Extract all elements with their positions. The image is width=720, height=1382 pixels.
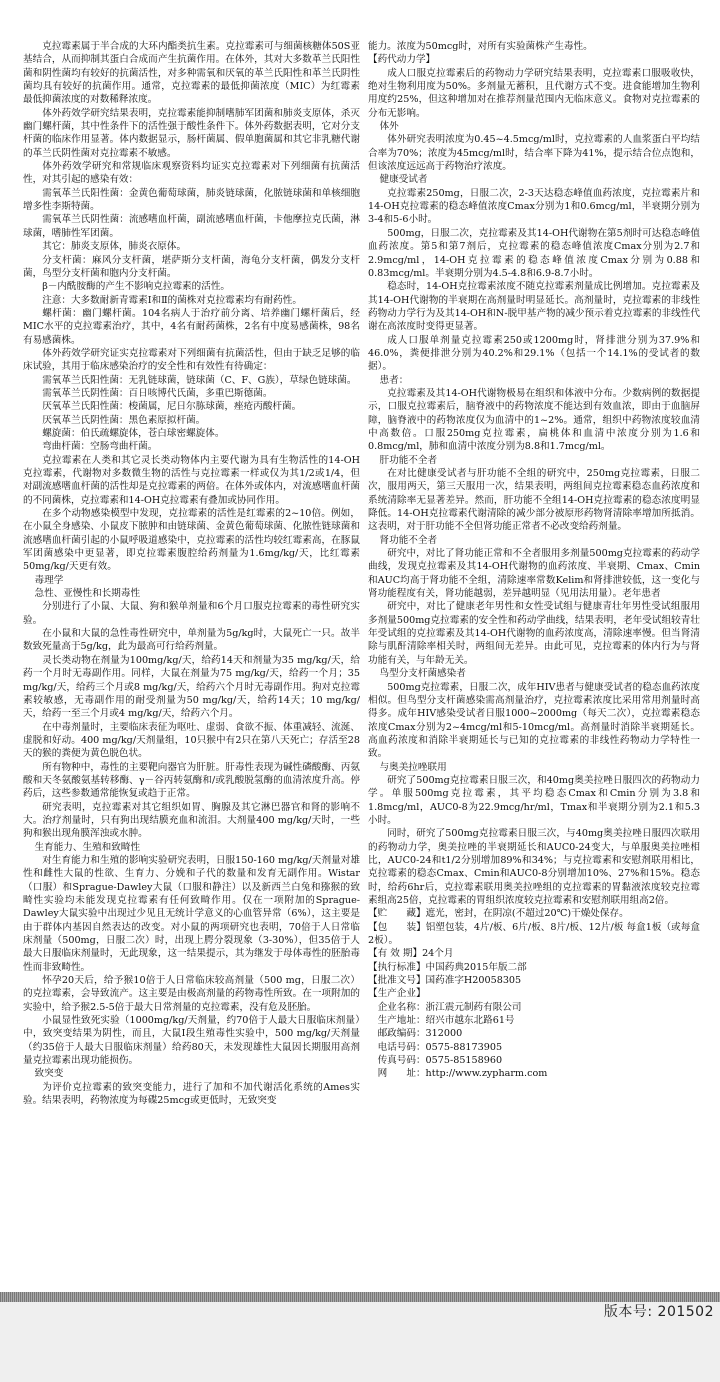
body-paragraph: 稳态时，14-OH克拉霉素浓度不随克拉霉素剂量成比例增加。克拉霉素及其14-OH代谢物的半衰期在高剂量时明显延长。高剂量时，克拉霉素的非线性药物动力学行为及其14-OH和N-脱甲基产物的减少预示着克拉霉素的非线性代谢在高浓度时变得更显著。 [368,281,700,333]
body-paragraph: 小鼠显性致死实验（1000mg/kg/天剂量，约70倍于人最大日服临床剂量）中，致突变结果为阴性，而且，大鼠Ⅰ段生殖毒性实验中，500 mg/kg/天剂量（约35倍于人最大日服临床剂量）给药80天，未发现雄性大鼠因长期服用高剂量克拉霉素出现功能损伤。 [23,1015,360,1067]
body-paragraph: 分别进行了小鼠、大鼠、狗和猴单剂量和6个月口服克拉霉素的毒性研究实验。 [23,601,360,626]
info-line: 网 址：http://www.zypharm.com [377,1068,548,1080]
section-heading: 【有 效 期】24个月 [368,948,454,960]
section-subheading: 体外 [379,121,399,133]
body-paragraph: 研究中，对比了肾功能正常和不全者服用多剂量500mg克拉霉素的药动学曲线，发现克拉霉素及其14-OH代谢物的血药浓度、半衰期、Cmax、Cmin和AUC均高于肾功能不全组，清除速率常数Kelim和肾排泄较低，这一变化与肾功能程度有关，肾功能越弱，差异越明显（见用法用量）。老年患者 [368,548,700,600]
body-paragraph: 体外药效学研究结果表明，克拉霉素能抑制嗜肺军团菌和肺炎支原体，杀灭幽门螺杆菌，其中性条件下的活性强于酸性条件下。体外药数据表明，它对分支杆菌的临床作用显著。体内数据显示，肠杆菌属、假单胞菌属和其它非乳糖代谢的革兰氏阴性菌对克拉霉素不敏感。 [23,107,360,159]
section-heading: 【批准文号】国药准字H20058305 [368,975,522,987]
body-paragraph: 在多个动物感染模型中发现，克拉霉素的活性是红霉素的2~10倍。例如，在小鼠全身感染、小鼠皮下脓肿和由链球菌、金黄色葡萄球菌、化脓性链球菌和流感嗜血杆菌引起的小鼠呼吸道感染中，克拉霉素的活性均较红霉素高，在豚鼠军团菌感染中更显著，即克拉霉素腹腔给药剂量为1.6mg/kg/天，比红霉素50mg/kg/天更有效。 [23,508,360,573]
body-paragraph: 克拉霉素及其14-OH代谢物极易在组织和体液中分布。少数病例的数据提示，口服克拉霉素后，脑脊液中的药物浓度不能达到有效血浓，即由于血脑屏障，脑脊液中的药物浓度仅为血清中的1~2%。通常，组织中药物浓度较血清中高数倍。口服250mg克拉霉素，扁桃体和血清中浓度分别为1.6和0.8mcg/ml，肺和血清中浓度分别为8.8和1.7mcg/ml。 [368,387,700,453]
body-paragraph: 研究了500mg克拉霉素日服三次，和40mg奥美拉唑日服四次的药物动力学。单服500mg克拉霉素，其平均稳态Cmax和Cmin分别为3.8和1.8mcg/ml，AUC0-8为22.9mcg/hr/ml，Tmax和半衰期分别为2.1和5.3小时。 [368,774,700,826]
info-line: 传真号码：0575-85158960 [377,1055,503,1067]
body-paragraph: 克拉霉素在人类和其它灵长类动物体内主要代谢为具有生物活性的14-OH克拉霉素，代谢物对多数微生物的活性与克拉霉素一样或仅为其1/2或1/4，但对副流感嗜血杆菌的活性却是克拉霉素的两倍。在体外或体内，对流感嗜血杆菌的不同菌株，克拉霉素和14-OH克拉霉素有叠加或协同作用。 [23,454,360,506]
body-paragraph: 对生育能力和生殖的影响实验研究表明，日服150-160 mg/kg/天剂量对雄性和雌性大鼠的性欲、生育力、分娩和子代的数量和发育无副作用。Wistar（口服）和Sprague-Dawley大鼠（口服和静注）以及新西兰白兔和猕猴的致畸性实验均未能发现克拉霉素有任何致畸作用。仅在一项附加的Sprague-Dawley大鼠实验中出现过少见且无统计学意义的心血管异常（6%），这主要是由于群体内基因自然表达的改变。对小鼠的两项研究也表明，70倍于人日常临床剂量（500mg，日服二次）时，出现上腭分裂现象（3-30%），但35倍于人最大日服临床剂量时，无此现象，这一结果提示，其为继发于母体毒性的胚胎毒性而非致畸性。 [23,854,360,973]
body-paragraph: 怀孕20天后，给予猴10倍于人日常临床较高剂量（500 mg，日服二次）的克拉霉素，会导致流产。这主要是由极高剂量的药物毒性所致。在一项附加的实验中，给予猴2.5-5倍于最大日常剂量的克拉霉素，没有危及胚胎。 [23,975,360,1013]
section-heading: 【执行标准】中国药典2015年版二部 [368,961,527,973]
left-text-column [23,40,360,1372]
body-paragraph: 需氧革兰氏阴性菌：百日咳博代氏菌，多重巴斯德菌。 [42,387,273,399]
body-paragraph: 需氧革兰氏阳性菌：无乳链球菌，链球菌（C、F、G族），草绿色链球菌。 [42,374,357,386]
body-paragraph: 体外药效学研究证实克拉霉素对下列细菌有抗菌活性，但由于缺乏足够的临床试验，其用于临床感染治疗的安全性和有效性有待确定： [23,347,360,373]
section-heading: 【贮 藏】遮光，密封，在阴凉(不超过20℃)干燥处保存。 [368,908,629,920]
info-line: 生产地址：绍兴市越东北路61号 [377,1015,515,1027]
section-subheading: 肝功能不全者 [379,454,438,466]
section-subheading: 与奥美拉唑联用 [379,761,447,773]
section-subheading: 患者： [379,374,409,386]
body-paragraph: 为评价克拉霉素的致突变能力，进行了加和不加代谢活化系统的Ames实验。结果表明，药物浓度为每碟25mcg或更低时，无致突变 [23,1081,360,1107]
body-paragraph: 克拉霉素250mg，日服二次，2-3天达稳态峰值血药浓度，克拉霉素片和14-OH克拉霉素的稳态峰值浓度Cmax分别为1和0.6mcg/ml，半衰期分别为3-4和5-6小时。 [368,187,700,226]
body-paragraph: 研究表明，克拉霉素对其它组织如胃、胸腺及其它淋巴器官和肾的影响不大。治疗剂量时，只有狗出现结膜充血和流泪。大剂量400 mg/kg/天时，一些狗和猴出现角膜浑浊或水肿。 [23,801,360,840]
section-subheading: 健康受试者 [379,174,428,186]
body-paragraph: 在对比健康受试者与肝功能不全组的研究中，250mg克拉霉素，日服二次，服用两天，第三天服用一次，结果表明，两组间克拉霉素稳态血药浓度和系统清除率无显著差异。然而，肝功能不全组14-OH克拉霉素的稳态浓度明显降低。14-OH克拉霉素代谢清除的减少部分被原形药物肾清除率增加所抵消。这表明，对于肝功能不全但肾功能正常者不必改变给药剂量。 [368,468,700,533]
section-heading: 【包 装】铝塑包装，4片/板、6片/板、8片/板、12片/板 每盒1板（或每盒2板）。 [368,921,700,947]
section-subheading: 毒理学 [34,574,64,586]
section-heading: 【生产企业】 [368,988,426,1000]
body-paragraph: 500mg克拉霉素，日服二次，成年HIV患者与健康受试者的稳态血药浓度相似。但鸟型分支杆菌感染需高剂量治疗，克拉霉素浓度比采用常用剂量时高得多。成年HIV感染受试者日服1000~2000mg（每天二次），克拉霉素稳态浓度Cmax分别为2~4mcg/ml和5-10mcg/ml。高剂量时消除半衰期延长。高血药浓度和消除半衰期延长与已知的克拉霉素的非线性药物动力学特性一致。 [368,681,700,760]
body-paragraph: 体外药效学研究和常规临床观察资料均证实克拉霉素对下列细菌有抗菌活性，对其引起的感染有效： [23,161,360,186]
section-subheading: 鸟型分支杆菌感染者 [379,668,466,680]
section-subheading: 肾功能不全者 [379,534,438,546]
section-heading: 【药代动力学】 [368,54,436,66]
body-paragraph: 螺旋菌：伯氏疏螺旋体，苍白球密螺旋体。 [42,427,225,439]
body-paragraph: 灵长类动物在剂量为100mg/kg/天，给药14天和剂量为35 mg/kg/天，给药一个月时无毒副作用。同样，大鼠在剂量为75 mg/kg/天，给药一个月；35 mg/kg/天，给药三个月或8 mg/kg/天，给药六个月时无毒副作用。狗对克拉霉素较敏感，无毒副作用的耐受剂量为50 mg/kg/天，给药14天；10 mg/kg/天，给药一至三个月或4 mg/kg/天，给药六个月。 [23,654,360,720]
body-paragraph: 分支杆菌：麻风分支杆菌，堪萨斯分支杆菌，海龟分支杆菌，偶发分支杆菌，鸟型分支杆菌和胞内分支杆菌。 [23,254,360,279]
section-subheading: 急性、亚慢性和长期毒性 [34,588,141,600]
info-line: 电话号码：0575-88173905 [377,1041,503,1053]
body-paragraph: 500mg，日服二次，克拉霉素及其14-OH代谢物在第5剂时可达稳态峰值血药浓度。第5和第7剂后，克拉霉素的稳态峰值浓度Cmax分别为2.7和2.9mcg/ml，14-OH克拉霉素的稳态峰值浓度Cmax分别为0.88和0.83mcg/ml。半衰期分别为4.5-4.8和6.9-8.7小时。 [368,227,700,279]
body-paragraph: 在小鼠和大鼠的急性毒性研究中，单剂量为5g/kg时，大鼠死亡一只。故半数致死量高于5g/kg，此为最高可行给药剂量。 [23,628,360,653]
info-line: 邮政编码：312000 [377,1028,463,1040]
body-paragraph: 厌氧革兰氏阴性菌：黑色素原拟杆菌。 [42,414,206,426]
body-paragraph: 研究中，对比了健康老年男性和女性受试组与健康青壮年男性受试组服用多剂量500mg克拉霉素的安全性和药动学曲线，结果表明，老年受试组较青壮年受试组的克拉霉素及其14-OH代谢物的血药浓度高，清除速率慢。但当肾清除与肌酐清除率相关时，两组间无差异。由此可见，克拉霉素的体内行为与肾功能有关，与年龄无关。 [368,601,700,666]
body-paragraph: 螺杆菌：幽门螺杆菌。104名病人于治疗前分离、培养幽门螺杆菌后，经MIC水平的克拉霉素治疗，其中，4名有耐药菌株，2名有中度易感菌株，98名有易感菌株。 [23,307,360,346]
body-paragraph: 所有物种中，毒性的主要靶向器官为肝脏。肝毒性表现为碱性磷酸酶、丙氨酸和天冬氨酸氨基转移酶、γ－谷丙转氨酶和/或乳酸脱氢酶的血清浓度升高。停药后，这些参数通常能恢复或趋于正常。 [23,761,360,800]
body-paragraph: 克拉霉素属于半合成的大环内酯类抗生素。克拉霉素可与细菌核糖体50S亚基结合，从而抑制其蛋白合成而产生抗菌作用。在体外，其对大多数革兰氏阳性菌和阴性菌均有较好的抗菌活性，对多种需氧和厌氧的革兰氏阳性和革兰氏阴性菌均具有较好的抗菌作用。通常，克拉霉素的最低抑菌浓度（MIC）为红霉素最低抑菌浓度的对数稀释浓度。 [23,41,360,106]
body-paragraph: 弯曲杆菌：空肠弯曲杆菌。 [42,441,158,453]
body-paragraph: 同时，研究了500mg克拉霉素日服三次，与40mg奥美拉唑日服四次联用的药物动力学，奥美拉唑的半衰期延长和AUC0-24变大，与单服奥美拉唑相比，AUC0-24和t1/2分别增加89%和34%；与克拉霉素和安慰剂联用相比，克拉霉素的稳态Cmax、Cmin和AUC0-8分别增加10%、27%和15%。稳态时，给药6hr后，克拉霉素联用奥美拉唑组的克拉霉素的胃黏液浓度较克拉霉素组高25倍，克拉霉素的胃组织浓度较克拉霉素和安慰剂联用组高2倍。 [368,828,700,906]
right-text-column [368,40,700,1372]
section-subheading: 致突变 [34,1068,64,1080]
body-paragraph: 成人口服单剂量克拉霉素250或1200mg时，肾排泄分别为37.9%和46.0%，粪便排泄分别为40.2%和29.1%（包括一个14.1%的受试者的数据）。 [368,334,700,373]
body-paragraph: 成人口服克拉霉素后的药物动力学研究结果表明，克拉霉素口服吸收快，绝对生物利用度为50%。多剂量无蓄积，且代谢方式不变。进食能增加生物利用度约25%，但这种增加对在推荐剂量范围内无临床意义。食物对克拉霉素的分布无影响。 [368,67,700,119]
body-paragraph: 需氧革兰氏阳性菌：金黄色葡萄球菌，肺炎链球菌，化脓链球菌和单核细胞增多性李斯特菌。 [23,187,360,213]
body-paragraph: 其它：肺炎支原体，肺炎衣原体。 [42,241,187,253]
body-paragraph: 注意：大多数耐新青霉素Ⅰ和Ⅱ的菌株对克拉霉素均有耐药性。 [42,294,302,306]
version-number: 版本号: 201502 [603,1304,714,1320]
body-paragraph: 体外研究表明浓度为0.45~4.5mcg/ml时，克拉霉素的人血浆蛋白平均结合率为70%；浓度为45mcg/ml时，结合率下降为41%，提示结合位点饱和，但该浓度远远高于药物治疗浓度。 [368,134,700,173]
body-paragraph: β－内酰胺酶的产生不影响克拉霉素的活性。 [42,281,231,293]
section-subheading: 生育能力、生殖和致畸性 [34,841,141,853]
body-paragraph: 在中毒剂量时，主要临床表征为呕吐、虚弱、食欲不振、体重减轻、流涎、虚脱和好动。400 mg/kg/天剂量组，10只猴中有2只在第八天死亡；存活至28天的猴的粪便为黄色脱色状。 [23,721,360,760]
info-line: 企业名称：浙江震元制药有限公司 [377,1001,522,1013]
body-paragraph: 能力。浓度为50mcg时，对所有实验菌株产生毒性。 [368,41,593,52]
body-paragraph: 需氧革兰氏阴性菌：流感嗜血杆菌，副流感嗜血杆菌，卡他摩拉克氏菌，淋球菌，嗜肺性军团菌。 [23,214,360,239]
body-paragraph: 厌氧革兰氏阳性菌：梭菌属，尼日尔胨球菌，痤疮丙酸杆菌。 [42,401,302,413]
